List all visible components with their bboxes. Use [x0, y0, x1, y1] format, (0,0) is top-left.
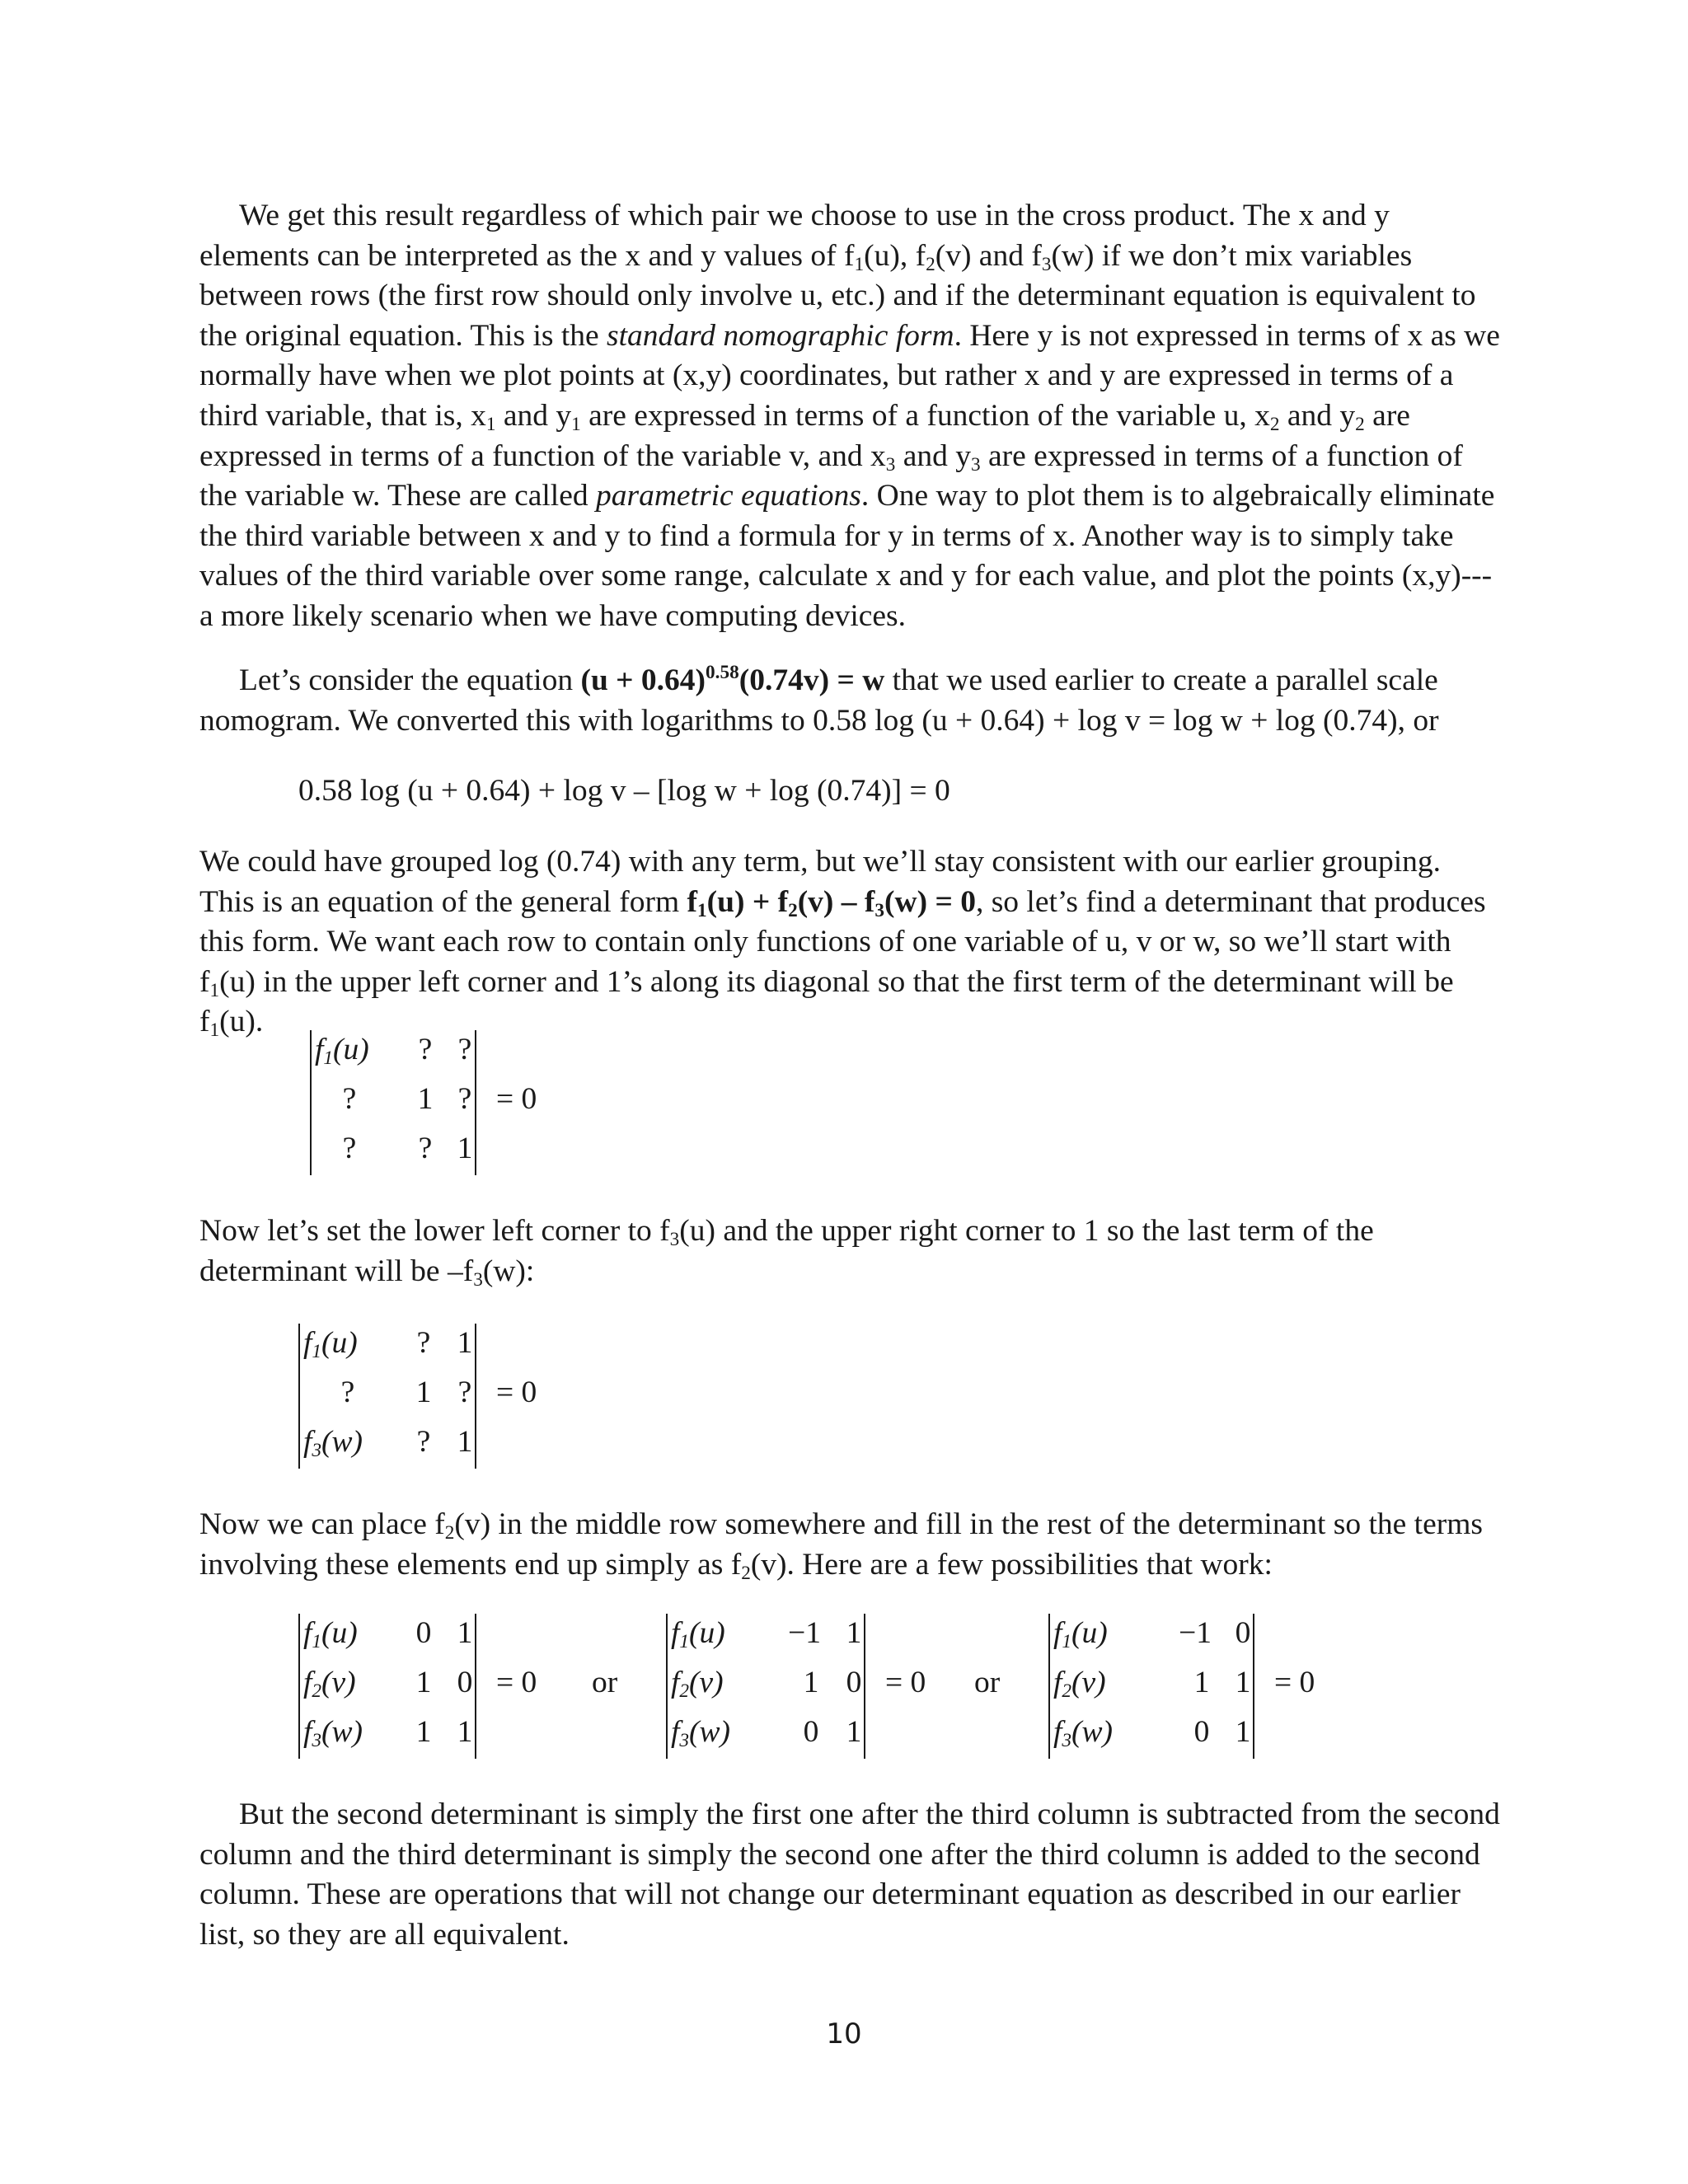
det-cell: $f_2(v)$ — [1053, 1666, 1106, 1702]
det-cell: 1 — [1235, 1715, 1251, 1749]
or-separator: or — [592, 1666, 618, 1699]
det-cell: 1 — [457, 1616, 473, 1650]
det-cell: ? — [340, 1376, 355, 1409]
det-equals-zero: = 0 — [496, 1376, 537, 1409]
det-cell: 1 — [457, 1132, 473, 1165]
paragraph-3: We could have grouped log (0.74) with any term, but we’ll stay consistent with our earlier grouping. This is an equation of the general form $f_1(u) + f_2(v) - f_3(w) = 0$, so let’s find a determinant that produces this form. We want each row to contain only functions of one variable of u, v or w, so we’ll start with $f_1(u)$ in the upper left corner and 1’s along its diagonal so that the first term of the determinant will be $f_1(u)$. — [199, 845, 1486, 1042]
det-cell: $f_3(w)$ — [303, 1425, 363, 1461]
det-cell: $f_3(w)$ — [303, 1715, 363, 1751]
det-right-bar — [475, 1030, 476, 1175]
det-cell: 1 — [846, 1715, 862, 1749]
page-number: 10 — [826, 2018, 862, 2050]
det-left-bar — [310, 1030, 312, 1175]
det-right-bar — [1253, 1614, 1254, 1759]
det-cell: 1 — [415, 1715, 432, 1749]
det-left-bar — [666, 1614, 668, 1759]
det-cell: 0 — [1235, 1616, 1251, 1650]
det-right-bar — [475, 1324, 476, 1469]
determinant-option-b — [666, 1614, 996, 1762]
det-cell: $f_3(w)$ — [1053, 1715, 1114, 1751]
det-cell: $f_1(u)$ — [303, 1326, 358, 1362]
det-cell: 1 — [803, 1666, 819, 1699]
det-equals-zero: = 0 — [496, 1666, 537, 1699]
det-cell: $f_1(u)$ — [315, 1033, 369, 1069]
det-cell: $f_2(v)$ — [671, 1666, 724, 1702]
det-left-bar — [298, 1614, 300, 1759]
or-separator: or — [974, 1666, 1001, 1699]
det-cell: 1 — [457, 1425, 473, 1459]
determinant-option-c — [1048, 1614, 1378, 1762]
det-cell: 0 — [846, 1666, 862, 1699]
det-right-bar — [475, 1614, 476, 1759]
det-cell: 0 — [803, 1715, 819, 1749]
det-right-bar — [864, 1614, 865, 1759]
det-cell: 1 — [415, 1666, 432, 1699]
det-cell: $f_3(w)$ — [671, 1715, 731, 1751]
det-cell: 1 — [457, 1715, 473, 1749]
det-cell: ? — [342, 1132, 357, 1165]
det-cell: ? — [457, 1082, 472, 1116]
det-cell: 1 — [457, 1326, 473, 1360]
det-cell: 0 — [415, 1616, 432, 1650]
det-equals-zero: = 0 — [885, 1666, 926, 1699]
det-cell: ? — [457, 1033, 472, 1066]
det-cell: 1 — [846, 1616, 862, 1650]
paragraph-5: Now we can place $f_2(v)$ in the middle row somewhere and fill in the rest of the determinant so the terms involving these elements end up simply as $f_2(v)$. Here are a few possibilities that work: — [199, 1507, 1483, 1584]
paragraph-2: Let’s consider the equation $(u + 0.64)^{0.58}(0.74v) = w$ that we used earlier to create a parallel scale nomogram. We converted this with logarithms to 0.58 log (u + 0.64) + log v = log w + log (0.74), or — [199, 662, 1439, 738]
det-cell: 0 — [1193, 1715, 1210, 1749]
det-left-bar — [298, 1324, 300, 1469]
det-cell: ? — [416, 1425, 431, 1459]
det-cell: 1 — [415, 1376, 432, 1409]
equation-log-form: 0.58 log (u + 0.64) + log v – [log w + log (0.74)] = 0 — [298, 774, 950, 808]
determinant-corners — [298, 1324, 562, 1472]
det-cell: $f_2(v)$ — [303, 1666, 356, 1702]
determinant-initial — [310, 1030, 557, 1179]
det-equals-zero: = 0 — [1274, 1666, 1315, 1699]
paragraph-1: We get this result regardless of which pair we choose to use in the cross product. The x and y elements can be interpreted as the x and y values of $f_1(u)$, $f_2(v)$ and $f_3(w)$ if we don’t mix variables between rows (the first row should only involve u, etc.) and if the determinant equation is equivalent to the original equation. This is the standard nomographic form. Here y is not expressed in terms of x as we normally have when we plot points at (x,y) coordinates, but rather x and y are expressed in terms of a third variable, that is, $x_1$ and $y_1$ are expressed in terms of a function of the variable u, $x_2$ and $y_2$ are expressed in terms of a function of the variable v, and $x_3$ and $y_3$ are expressed in terms of a function of the variable w. These are called parametric equations. One way to plot them is to algebraically eliminate the third variable between x and y to find a formula for y in terms of x. Another way is to simply take values of the third variable over some range, calculate x and y for each value, and plot the points (x,y)---a more likely scenario when we have computing devices. — [199, 199, 1500, 633]
det-cell: 0 — [457, 1666, 473, 1699]
det-cell: ? — [418, 1033, 433, 1066]
det-cell: 1 — [417, 1082, 434, 1116]
det-cell: $f_1(u)$ — [671, 1616, 725, 1652]
det-cell: −1 — [788, 1616, 821, 1650]
det-cell: $f_1(u)$ — [1053, 1616, 1108, 1652]
paragraph-4: Now let’s set the lower left corner to $f_3(u)$ and the upper right corner to 1 so the last term of the determinant will be $-f_3(w)$: — [199, 1214, 1374, 1291]
paragraph-6: But the second determinant is simply the first one after the third column is subtracted from the second column and the third determinant is simply the second one after the third column is added to the second column. These are operations that will not change our determinant equation as described in our earlier list, so they are all equivalent. — [199, 1797, 1500, 1952]
det-cell: ? — [342, 1082, 357, 1116]
det-cell: ? — [416, 1326, 431, 1360]
det-cell: 1 — [1193, 1666, 1210, 1699]
det-cell: ? — [457, 1376, 472, 1409]
determinant-option-a — [298, 1614, 628, 1762]
det-cell: ? — [418, 1132, 433, 1165]
det-equals-zero: = 0 — [496, 1082, 537, 1116]
det-cell: −1 — [1179, 1616, 1212, 1650]
det-cell: $f_1(u)$ — [303, 1616, 358, 1652]
det-cell: 1 — [1235, 1666, 1251, 1699]
det-left-bar — [1048, 1614, 1050, 1759]
